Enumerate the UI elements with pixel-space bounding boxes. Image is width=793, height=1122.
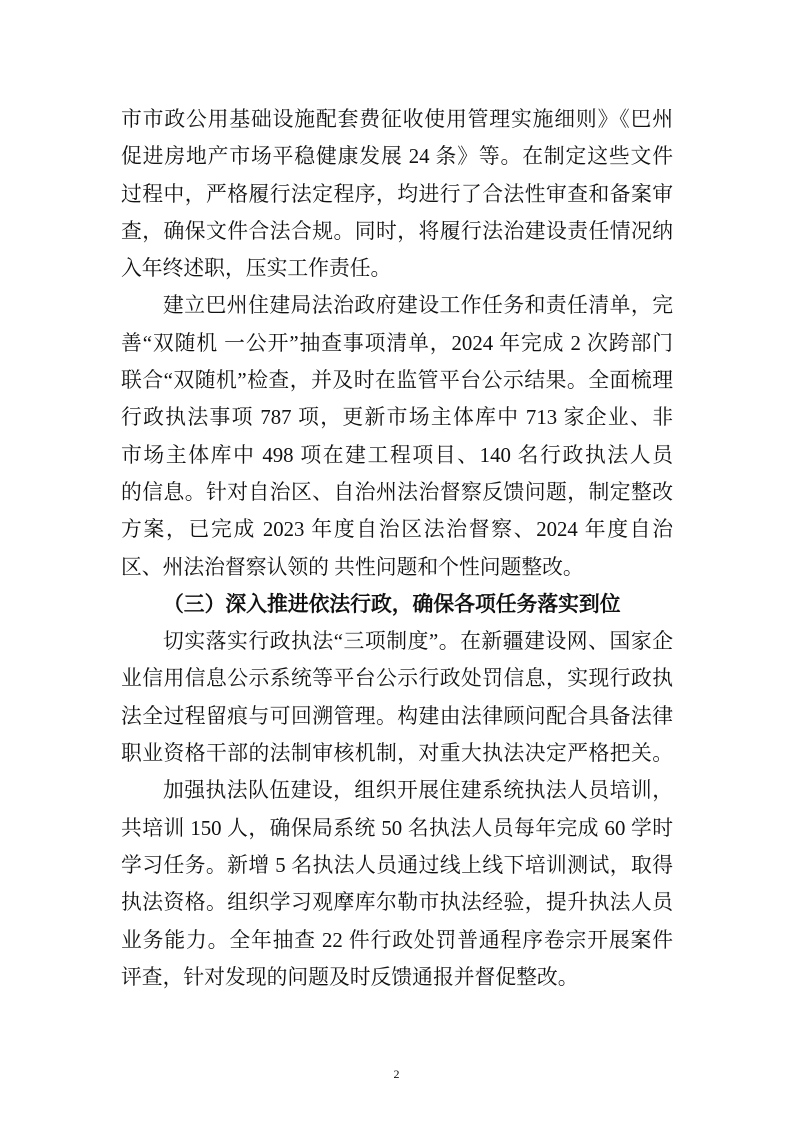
paragraph-2 (121, 287, 673, 585)
text-line: 善“双随机 一公开”抽查事项清单，2024 年完成 2 次跨部门 (121, 331, 673, 355)
text-line: 过程中，严格履行法定程序，均进行了合法性审查和备案审 (121, 182, 673, 206)
text-line: 法全过程留痕与可回溯管理。构建由法律顾问配合具备法律 (121, 704, 673, 728)
text-line: 加强执法队伍建设，组织开展住建系统执法人员培训， (163, 779, 673, 803)
paragraph-3 (121, 623, 673, 772)
text-line: 市场主体库中 498 项在建工程项目、140 名行政执法人员 (121, 443, 673, 467)
text-line: 建立巴州住建局法治政府建设工作任务和责任清单，完 (163, 294, 673, 318)
text-line: 业信用信息公示系统等平台公示行政处罚信息，实现行政执 (121, 667, 673, 691)
text-line: 联合“双随机”检查，并及时在监管平台公示结果。全面梳理 (121, 369, 673, 393)
text-line: 切实落实行政执法“三项制度”。在新疆建设网、国家企 (163, 630, 673, 654)
text-line: 查，确保文件合法合规。同时，将履行法治建设责任情况纳 (121, 219, 673, 243)
text-line: 促进房地产市场平稳健康发展 24 条》等。在制定这些文件 (121, 145, 673, 169)
text-line: 执法资格。组织学习观摩库尔勒市执法经验，提升执法人员 (121, 891, 673, 915)
page-number: 2 (393, 1067, 400, 1081)
text-line: 职业资格干部的法制审核机制，对重大执法决定严格把关。 (121, 742, 673, 766)
paragraph-1 (121, 101, 673, 287)
text-line: 业务能力。全年抽查 22 件行政处罚普通程序卷宗开展案件 (121, 928, 673, 952)
text-line: 行政执法事项 787 项，更新市场主体库中 713 家企业、非 (121, 406, 673, 430)
paragraph-4 (121, 772, 673, 996)
text-line: 评查，针对发现的问题及时反馈通报并督促整改。 (121, 965, 579, 989)
text-line: 入年终述职，压实工作责任。 (121, 257, 392, 281)
text-line: 的信息。针对自治区、自治州法治督察反馈问题，制定整改 (121, 480, 673, 504)
text-line: 区、州法治督察认领的 共性问题和个性问题整改。 (121, 555, 584, 579)
section-heading: （三）深入推进依法行政，确保各项任务落实到位 (163, 592, 621, 616)
document-body (121, 101, 673, 996)
text-line: 方案，已完成 2023 年度自治区法治督察、2024 年度自治 (121, 518, 673, 542)
text-line: 共培训 150 人，确保局系统 50 名执法人员每年完成 60 学时 (121, 816, 673, 840)
text-line: 市市政公用基础设施配套费征收使用管理实施细则》《巴州 (121, 108, 673, 131)
text-line: 学习任务。新增 5 名执法人员通过线上线下培训测试，取得 (121, 853, 673, 877)
